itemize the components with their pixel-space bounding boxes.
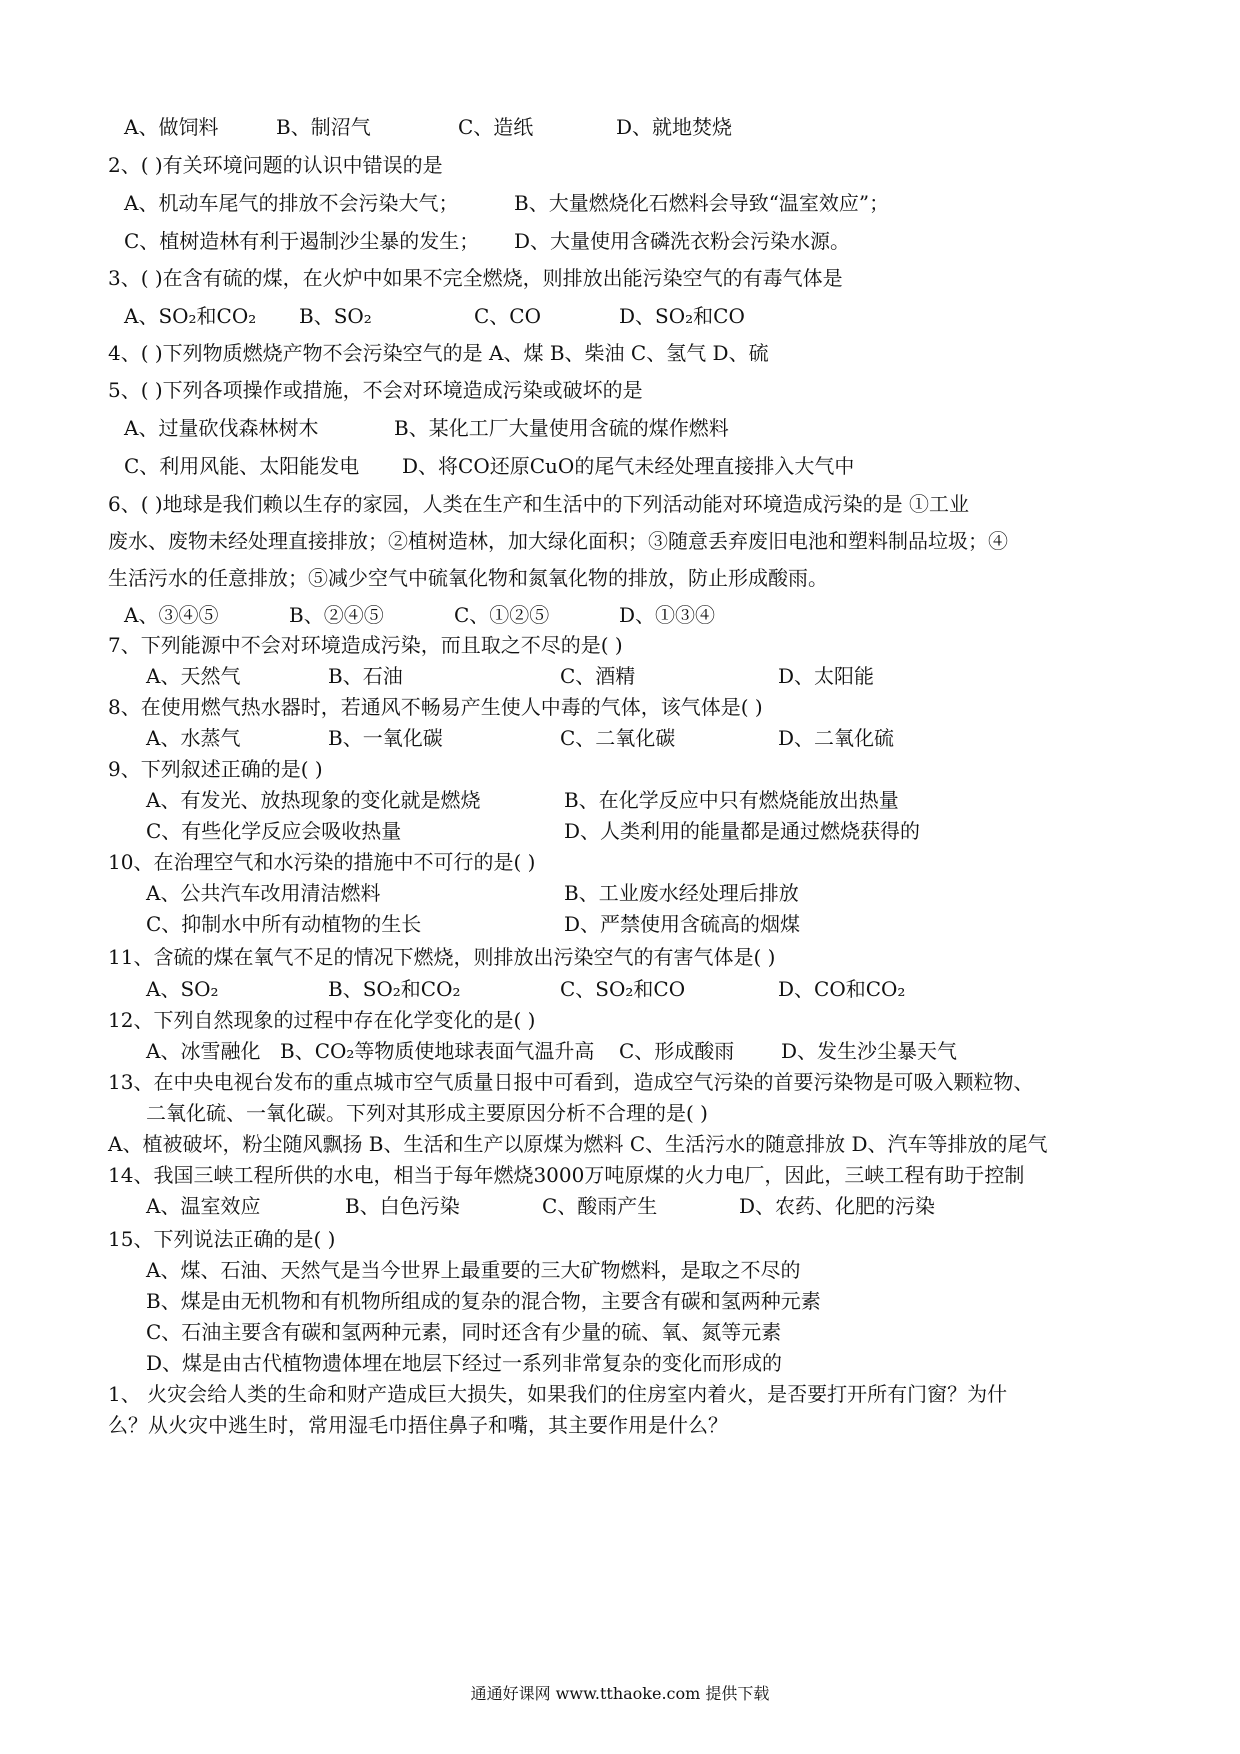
option-a: A、SO₂和CO₂ bbox=[124, 304, 257, 328]
option-b: D、严禁使用含硫高的烟煤 bbox=[564, 912, 801, 936]
option-d: D、CO和CO₂ bbox=[778, 977, 906, 1001]
line-39: 1、 火灾会给人类的生命和财产造成巨大损失，如果我们的住房室内着火，是否要打开所有门窗？为什 bbox=[108, 1382, 1008, 1406]
line-37: C、石油主要含有碳和氢两种元素，同时还含有少量的硫、氧、氮等元素 bbox=[146, 1320, 782, 1344]
line-9 bbox=[124, 415, 729, 441]
line-33 bbox=[146, 1193, 935, 1219]
option-b: D、将CO还原CuO的尾气未经处理直接排入大气中 bbox=[402, 454, 855, 478]
line-14 bbox=[124, 602, 715, 628]
option-b: B、一氧化碳 bbox=[328, 726, 443, 750]
line-31: A、植被破坏，粉尘随风飘扬 B、生活和生产以原煤为燃料 C、生活污水的随意排放 D、汽车等排放的尾气 bbox=[108, 1132, 1048, 1156]
line-32: 14、我国三峡工程所供的水电，相当于每年燃烧3000万吨原煤的火力电厂，因此，三峡工程有助于控制 bbox=[108, 1163, 1025, 1187]
line-21 bbox=[146, 818, 920, 844]
option-a: C、植树造林有利于遏制沙尘暴的发生； bbox=[124, 229, 480, 253]
option-c: C、二氧化碳 bbox=[560, 726, 676, 750]
line-8: 5、( )下列各项操作或措施，不会对环境造成污染或破坏的是 bbox=[108, 378, 643, 402]
option-b: B、在化学反应中只有燃烧能放出热量 bbox=[564, 788, 899, 812]
line-6 bbox=[124, 303, 745, 329]
option-c: C、形成酸雨 bbox=[619, 1039, 735, 1063]
option-a: A、公共汽车改用清洁燃料 bbox=[146, 881, 381, 905]
line-30: 二氧化硫、一氧化碳。下列对其形成主要原因分析不合理的是( ) bbox=[146, 1101, 708, 1125]
option-a: C、抑制水中所有动植物的生长 bbox=[146, 912, 422, 936]
line-40: 么？从火灾中逃生时，常用湿毛巾捂住鼻子和嘴，其主要作用是什么？ bbox=[108, 1413, 728, 1437]
option-d: D、发生沙尘暴天气 bbox=[781, 1039, 958, 1063]
option-b: B、CO₂等物质使地球表面气温升高 bbox=[280, 1039, 595, 1063]
option-b: B、某化工厂大量使用含硫的煤作燃料 bbox=[394, 416, 729, 440]
line-22: 10、在治理空气和水污染的措施中不可行的是( ) bbox=[108, 850, 536, 874]
option-a: A、过量砍伐森林树木 bbox=[124, 416, 319, 440]
line-26 bbox=[146, 976, 905, 1002]
option-b: B、白色污染 bbox=[345, 1194, 460, 1218]
option-c: C、酒精 bbox=[560, 664, 636, 688]
option-c: C、①②⑤ bbox=[454, 603, 550, 627]
line-24 bbox=[146, 911, 800, 937]
line-29: 13、在中央电视台发布的重点城市空气质量日报中可看到，造成空气污染的首要污染物是可吸入颗粒物、 bbox=[108, 1070, 1034, 1094]
line-17: 8、在使用燃气热水器时，若通风不畅易产生使人中毒的气体，该气体是( ) bbox=[108, 695, 763, 719]
option-b: B、石油 bbox=[328, 664, 403, 688]
option-c: C、造纸 bbox=[458, 115, 534, 139]
option-a: C、有些化学反应会吸收热量 bbox=[146, 819, 402, 843]
line-4 bbox=[124, 228, 850, 254]
line-34: 15、下列说法正确的是( ) bbox=[108, 1227, 336, 1251]
option-b: B、大量燃烧化石燃料会导致“温室效应”； bbox=[514, 191, 890, 215]
line-36: B、煤是由无机物和有机物所组成的复杂的混合物，主要含有碳和氢两种元素 bbox=[146, 1289, 821, 1313]
option-a: A、温室效应 bbox=[146, 1194, 261, 1218]
option-a: A、天然气 bbox=[146, 664, 241, 688]
option-a: A、水蒸气 bbox=[146, 726, 241, 750]
option-d: D、就地焚烧 bbox=[616, 115, 733, 139]
option-a: A、SO₂ bbox=[146, 977, 219, 1001]
option-b: D、大量使用含磷洗衣粉会污染水源。 bbox=[514, 229, 851, 253]
line-25: 11、含硫的煤在氧气不足的情况下燃烧，则排放出污染空气的有害气体是( ) bbox=[108, 945, 776, 969]
option-a: C、利用风能、太阳能发电 bbox=[124, 454, 360, 478]
line-28 bbox=[146, 1038, 957, 1064]
line-1 bbox=[124, 114, 776, 140]
line-35: A、煤、石油、天然气是当今世界上最重要的三大矿物燃料，是取之不尽的 bbox=[146, 1258, 801, 1282]
line-23 bbox=[146, 880, 799, 906]
line-10 bbox=[124, 453, 854, 479]
option-c: C、SO₂和CO bbox=[560, 977, 686, 1001]
option-a: A、机动车尾气的排放不会污染大气； bbox=[124, 191, 459, 215]
option-d: D、SO₂和CO bbox=[619, 304, 745, 328]
line-3 bbox=[124, 190, 889, 216]
line-27: 12、下列自然现象的过程中存在化学变化的是( ) bbox=[108, 1008, 536, 1032]
line-15: 7、下列能源中不会对环境造成污染，而且取之不尽的是( ) bbox=[108, 633, 623, 657]
line-19: 9、下列叙述正确的是( ) bbox=[108, 757, 323, 781]
line-20 bbox=[146, 787, 899, 813]
option-b: B、工业废水经处理后排放 bbox=[564, 881, 799, 905]
option-a: A、做饲料 bbox=[124, 115, 219, 139]
option-c: C、CO bbox=[474, 304, 542, 328]
line-11: 6、( )地球是我们赖以生存的家园，人类在生产和生活中的下列活动能对环境造成污染的是 ①工业 bbox=[108, 492, 970, 516]
option-b: B、SO₂ bbox=[299, 304, 372, 328]
option-d: D、太阳能 bbox=[778, 664, 875, 688]
line-5: 3、( )在含有硫的煤，在火炉中如果不完全燃烧，则排放出能污染空气的有毒气体是 bbox=[108, 266, 843, 290]
footer-credit: 通通好课网 www.tthaoke.com 提供下载 bbox=[470, 1684, 770, 1703]
line-2: 2、( )有关环境问题的认识中错误的是 bbox=[108, 153, 443, 177]
line-16 bbox=[146, 663, 874, 689]
option-b: B、②④⑤ bbox=[289, 603, 384, 627]
option-c: C、酸雨产生 bbox=[542, 1194, 658, 1218]
line-38: D、煤是由古代植物遗体埋在地层下经过一系列非常复杂的变化而形成的 bbox=[146, 1351, 783, 1375]
line-7: 4、( )下列物质燃烧产物不会污染空气的是 A、煤 B、柴油 C、氢气 D、硫 bbox=[108, 341, 769, 365]
option-d: D、农药、化肥的污染 bbox=[739, 1194, 936, 1218]
option-a: A、③④⑤ bbox=[124, 603, 219, 627]
option-b: B、SO₂和CO₂ bbox=[328, 977, 461, 1001]
option-b: B、制沼气 bbox=[276, 115, 371, 139]
line-12: 废水、废物未经处理直接排放；②植树造林，加大绿化面积；③随意丢弃废旧电池和塑料制品垃圾；④ bbox=[108, 529, 1008, 553]
option-b: D、人类利用的能量都是通过燃烧获得的 bbox=[564, 819, 921, 843]
option-a: A、冰雪融化 bbox=[146, 1039, 261, 1063]
line-13: 生活污水的任意排放；⑤减少空气中硫氧化物和氮氧化物的排放，防止形成酸雨。 bbox=[108, 566, 828, 590]
option-a: A、有发光、放热现象的变化就是燃烧 bbox=[146, 788, 481, 812]
option-d: D、①③④ bbox=[619, 603, 716, 627]
line-18 bbox=[146, 725, 894, 751]
option-d: D、二氧化硫 bbox=[778, 726, 895, 750]
